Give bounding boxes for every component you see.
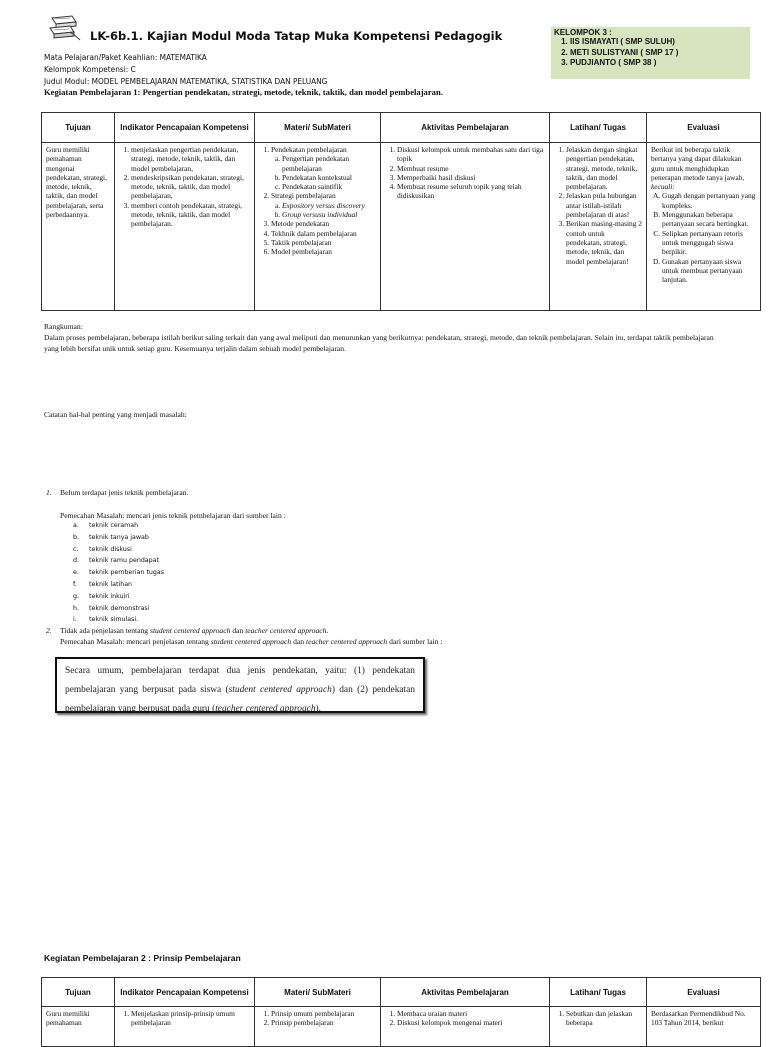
list-item: 1. Diskusi kelompok untuk membahas satu dari tiga topik [397,145,545,164]
list-item [73,603,164,615]
text-run: dari sumber lain : [389,637,443,646]
table-header-row [42,978,761,1007]
list-item: 4. Tekhnik dalam pembelajaran [271,229,376,238]
latihan-cell [550,1007,647,1047]
list-marker: c. [73,545,79,553]
group-member: 2. METI SULISTYANI ( SMP 17 ) [570,48,747,59]
issue-number-label: 1. [46,488,52,497]
column-header: Latihan/ Tugas [550,978,647,1007]
list-item: a. Pengertian pendekatan pembelajaran [282,154,376,173]
issue-solution [60,637,443,648]
meta-value: C [130,64,136,74]
list-marker: f. [73,580,77,588]
list-item: 1. Menjelaskan prinsip-prinsip umum pembelajaran [131,1009,250,1028]
aktivitas-cell [381,143,550,311]
list-item-label: Expository versus discovery [282,200,365,210]
tujuan-cell: Guru memiliki pemahaman [42,1007,115,1047]
table-row [42,143,761,311]
list-item [73,567,164,579]
list-item [73,520,164,532]
list-item [73,579,164,591]
column-header: Materi/ SubMateri [255,978,381,1007]
list-item-label: Strategi pembelajaran [271,191,336,201]
list-item: 3. Berikan masing-masing 2 contoh untuk pendekatan, strategi, metode, teknik, dan model pembelajaran! [566,219,642,265]
evaluasi-kecuali: kecuali: [651,182,675,192]
latihan-cell [550,143,647,311]
list-item-label: teknik inkuiri [89,592,130,600]
text-run: dan [293,637,305,646]
list-item: C. Selipkan pertanyaan retoris untuk menggugah siswa berpikir. [662,229,756,257]
list-item: B. Menggunakan beberapa pertanyaan secara bertingkat. [662,210,756,229]
text-run: dan [232,626,244,635]
list-item-label: Group versusu individual [282,210,358,220]
list-item: 2. Prinsip pembelajaran [271,1018,376,1027]
meta-module [44,76,327,86]
evaluasi-intro: Berikut ini beberapa taktik bertanya yang dapat dilakukan guru untuk menghidupkan penerapan metode tanya jawab, [651,145,745,182]
list-item-label: teknik demonstrasi [89,604,150,612]
aktivitas-cell [381,1007,550,1047]
column-header: Tujuan [42,978,115,1007]
evaluasi-cell [647,143,761,311]
issue-solution: Pemecahan Masalah: mencari jenis teknik pembelajaran dari sumber lain : [60,511,286,520]
rangkuman-label: Rangkuman: [44,322,83,331]
catatan-label: Catatan hal-hal penting yang menjadi masalah: [44,410,187,419]
meta-label: Mata Pelajaran/Paket Keahlian: [44,52,158,62]
meta-value: MODEL PEMBELAJARAN MATEMATIKA, STATISTIKA DAN PELUANG [91,76,328,86]
meta-activity1 [44,87,443,97]
column-header: Aktivitas Pembelajaran [381,113,550,143]
text-run: ) dan (2) pendekatan pembelajaran yang berpusat pada guru ( [65,685,415,714]
meta-value: Pengertian pendekatan, strategi, metode, teknik, taktik, dan model pembelajaran. [142,87,443,97]
list-item: 1. Sebutkan dan jelaskan beberapa [566,1009,642,1028]
list-item [282,201,376,210]
list-item: A. Gugah dengan pertanyaan yang kompleks. [662,191,756,210]
table-row [42,1007,761,1047]
section-heading: Kegiatan Pembelajaran 2 : Prinsip Pembelajaran [44,953,241,963]
list-item: 2. Diskusi kelompok mengenai materi [397,1018,545,1027]
quote-box [55,657,425,713]
list-item: c. Pendekatan saintifik [282,182,376,191]
list-item: 3. memberi contoh pendekatan, strategi, metode, teknik, taktik, dan model pembelajaran. [131,201,250,229]
activity1-table [41,112,761,311]
text-run: teacher centered approach [215,704,316,714]
column-header: Evaluasi [647,113,761,143]
issue-number-label: 2. [46,626,52,635]
text-run: teacher centered approach. [245,626,329,635]
column-header: Indikator Pencapaian Kompetensi [115,113,255,143]
issue-text [60,626,328,637]
meta-label: Kelompok Kompetensi: [44,64,129,74]
list-marker: d. [73,557,79,565]
text-run: student centered approach [210,637,292,646]
list-item [73,532,164,544]
list-item-label: teknik diskusi [89,545,132,553]
list-item-label: teknik tanya jawab [89,533,149,541]
list-marker: g. [73,592,79,600]
meta-competency [44,64,136,74]
list-item: 1. Jelaskan dengan singkat pengertian pendekatan, strategi, metode, teknik, taktik, dan model pembelajaran. [566,145,642,191]
list-item: 1. Membaca uraian materi [397,1009,545,1018]
list-item: 3. Metode pendekatan [271,219,376,228]
list-marker: h. [73,604,79,612]
list-item: 1. menjelaskan pengertian pendekatan, strategi, metode, teknik, taktik, dan model pembelajaran, [131,145,250,173]
group-title: KELOMPOK 3 : [554,28,612,37]
list-item: 1. Prinsip umum pembelajaran [271,1009,376,1018]
column-header: Latihan/ Tugas [550,113,647,143]
issue-text: Belum terdapat jenis teknik pembelajaran. [60,488,189,497]
text-run: student centered approach [228,685,332,695]
tujuan-cell: Guru memiliki pemahaman mengenai pendekatan, strategi, metode, teknik, taktik, dan model pembelajaran, serta perbedaannya. [42,143,115,311]
book-stack-icon [46,14,82,42]
list-item: 2. mendeskripsikan pendekatan, strategi, metode, teknik, taktik, dan model pembelajaran, [131,173,250,201]
text-run: Tidak ada penjelasan tentang [60,626,149,635]
list-item: D. Gunakan pertanyaan siswa untuk membuat pertanyaan lanjutan. [662,257,756,285]
meta-subject [44,52,207,62]
list-marker: a. [73,522,79,529]
materi-cell [255,1007,381,1047]
indikator-cell [115,1007,255,1047]
text-run: Pemecahan Masalah: mencari penjelasan tentang [60,637,209,646]
list-item: 4. Membuat resume seluruh topik yang telah didiskusikan [397,182,545,201]
list-item-label: teknik ceramah [89,522,139,529]
evaluasi-cell: Berdasarkan Permendikbud No. 103 Tahun 2014, berikut [647,1007,761,1047]
list-item-label: teknik pemberian tugas [89,569,165,577]
list-item [282,210,376,219]
list-item: 3. Memperbaiki hasil diskusi [397,173,545,182]
list-item: 5. Taktik pembelajaran [271,238,376,247]
list-item-label: teknik simulasi. [89,616,139,624]
text-run: Secara umum, pembelajaran terdapat dua jenis pendekatan, yaitu: (1) pendekatan pembelajaran yang berpusat pada siswa ( [65,666,415,695]
list-item: 2. Membuat resume [397,164,545,173]
list-item [73,591,164,603]
group-box [551,27,750,79]
list-item [73,614,164,626]
activity2-table [41,977,761,1047]
list-item-label: teknik latihan [89,580,133,588]
meta-label: Kegiatan Pembelajaran 1: [44,87,141,97]
group-member: 3. PUDJIANTO ( SMP 38 ) [570,58,747,69]
meta-value: MATEMATIKA [159,52,207,62]
text-run: student centered approach [149,626,231,635]
table-header-row [42,113,761,143]
column-header: Materi/ SubMateri [255,113,381,143]
rangkuman-text: Dalam proses pembelajaran, beberapa istilah berikut saling terkait dan yang awal meliputi dan menurunkan yang berikutnya: pendekatan, strategi, metode, dan teknik pembelajaran. Selain itu, terdapat taktik pembelajaran yang lebih bersifat unik untuk setiap guru. Kesemuanya terjalin dalam sebuah model pembelajaran. [44,333,714,353]
list-marker: e. [73,569,79,577]
column-header: Evaluasi [647,978,761,1007]
list-item: 2. Jelaskan pula hubungan antar istilah-istilah pembelajaran di atas! [566,191,642,219]
issue-number [46,626,52,637]
list-marker: b. [73,533,79,541]
list-item-label: Pendekatan pembelajaran [271,145,347,154]
column-header: Indikator Pencapaian Kompetensi [115,978,255,1007]
list-marker: i. [73,616,77,624]
list-item [73,544,164,556]
list-item [271,191,376,219]
meta-label: Judul Modul: [44,76,90,86]
list-item [271,145,376,191]
list-item [73,555,164,567]
materi-cell [255,143,381,311]
group-members [554,37,747,69]
text-run: ). [315,704,321,714]
technique-list [73,520,164,626]
group-member: 1. IIS ISMAYATI ( SMP SULUH) [570,37,747,48]
column-header: Aktivitas Pembelajaran [381,978,550,1007]
text-run: teacher centered approach [305,637,388,646]
indikator-cell [115,143,255,311]
list-item-label: teknik ramu pendapat [89,557,159,565]
list-item: b. Pendekatan kontekstual [282,173,376,182]
list-item: 6. Model pembelajaran [271,247,376,256]
column-header: Tujuan [42,113,115,143]
document-title: LK-6b.1. Kajian Modul Moda Tatap Muka Kompetensi Pedagogik [90,29,503,43]
issue-number [46,488,52,499]
